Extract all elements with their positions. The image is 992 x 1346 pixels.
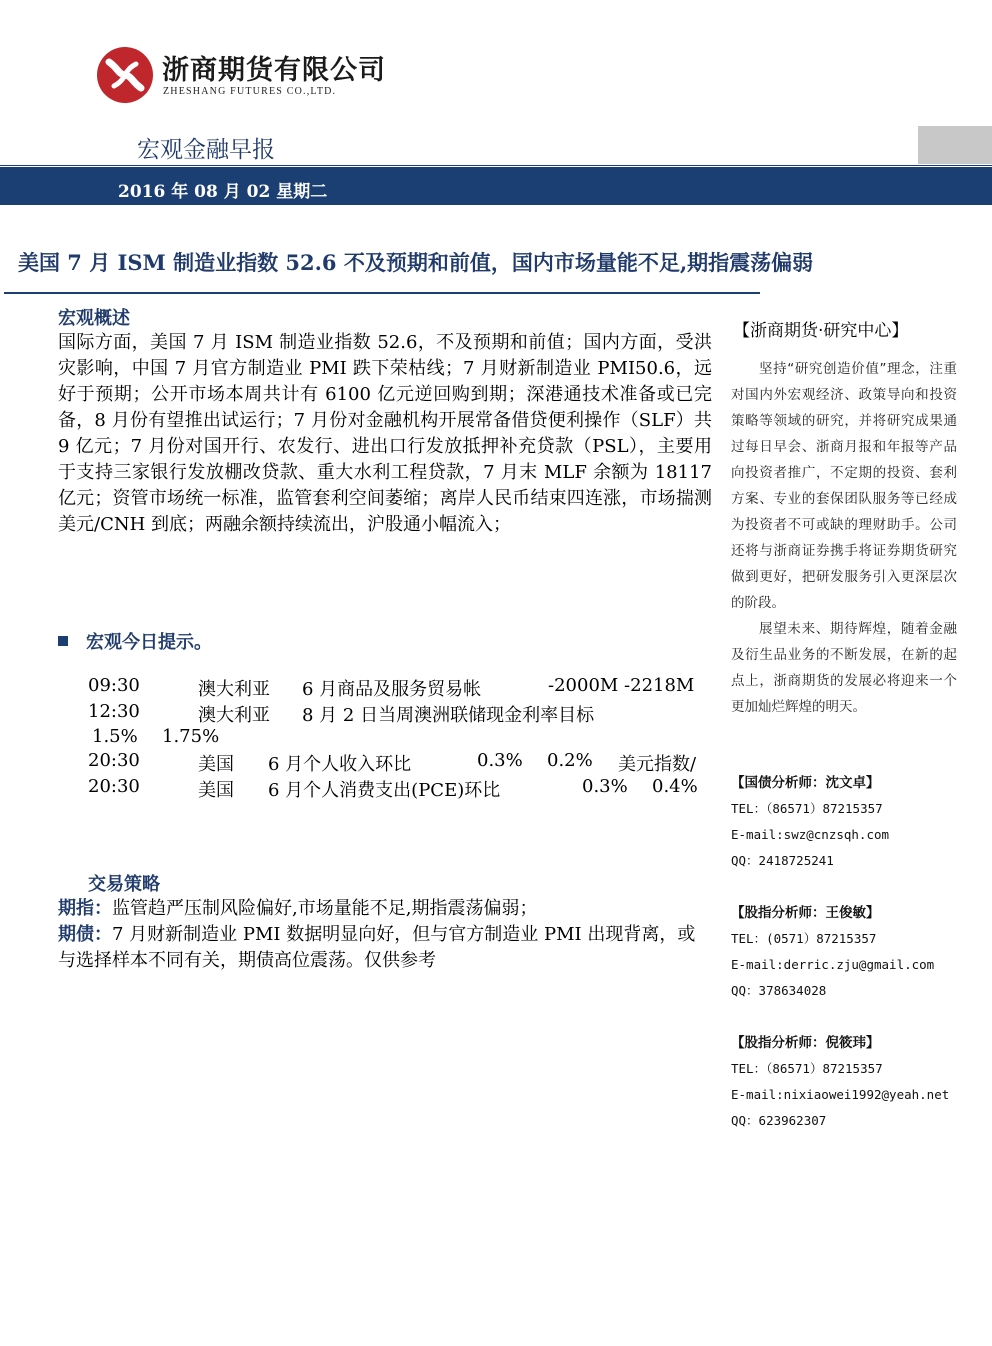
bond-text: 7 月财新制造业 PMI 数据明显向好，但与官方制造业 PMI 出现背离，或与选择样本不同有关，期债高位震荡。仅供参考: [58, 924, 696, 971]
company-name-cn: 浙商期货有限公司: [162, 55, 386, 86]
research-paragraph: 展望未来、期待辉煌，随着金融及衍生品业务的不断发展，在新的起点上，浙商期货的发展必将迎来一个更加灿烂辉煌的明天。: [731, 621, 957, 715]
calendar-time: 09:30: [88, 675, 140, 696]
futures-label: 期指：: [58, 898, 112, 919]
analyst-tel: TEL：（86571）87215357: [731, 1061, 883, 1076]
analyst-qq: QQ：623962307: [731, 1113, 827, 1128]
macro-overview-body: 国际方面，美国 7 月 ISM 制造业指数 52.6，不及预期和前值；国内方面，受洪灾影响，中国 7 月官方制造业 PMI 跌下荣枯线；7 月财新制造业 PMI50.6，远好于预期；公开市场本周共计有 6100 亿元逆回购到期；深港通技术准备或已完备，8 月份有望推出试运行；7 月份对金融机构开展常备借贷便利操作（SLF）共 9 亿元；7 月份对国开行、农发行、进出口行发放抵押补充贷款（PSL），主要用于支持三家银行发放棚改贷款、重大水利工程贷款，7 月末 MLF 余额为 18117 亿元；资管市场统一标准，监管套利空间萎缩；离岸人民币结束四连涨，市场揣测美元/CNH 到底；两融余额持续流出，沪股通小幅流入；: [58, 332, 712, 535]
headline: 美国 7 月 ISM 制造业指数 52.6 不及预期和前值，国内市场量能不足,期指震荡偏弱: [18, 250, 814, 275]
headline-divider: [4, 292, 760, 294]
analyst-email[interactable]: E-mail:nixiaowei1992@yeah.net: [731, 1087, 950, 1102]
analyst-card: [731, 770, 971, 874]
strategy-futures: [58, 896, 712, 922]
research-paragraph: 坚持“研究创造价值”理念，注重对国内外宏观经济、政策导向和投资策略等领域的研究，并将研究成果通过每日早会、浙商月报和年报等产品向投资者推广，不定期的投资、套利方案、专业的套保团队服务等已经成为投资者不可或缺的理财助手。公司还将与浙商证券携手将证券期货研究做到更好，把研发服务引入更深层次的阶段。: [731, 361, 957, 611]
header-divider: [0, 165, 992, 166]
research-center-body: [731, 356, 957, 720]
strategy-body: [58, 896, 712, 974]
calendar-values: -2000M -2218M: [548, 675, 695, 696]
analyst-name: 【股指分析师：王俊敏】: [731, 905, 880, 921]
calendar-value-2: 1.75%: [162, 726, 220, 747]
calendar-country: 澳大利亚: [198, 705, 270, 726]
analyst-qq: QQ：378634028: [731, 983, 827, 998]
calendar-event: 6 月个人收入环比: [268, 754, 412, 775]
analyst-card: [731, 1030, 971, 1134]
calendar-value-1: 0.3%: [582, 776, 628, 797]
calendar-value-1: 1.5%: [92, 726, 138, 747]
analyst-card: [731, 900, 971, 1004]
report-date: 2016 年 08 月 02 星期二: [118, 182, 328, 202]
research-center-title: 【浙商期货·研究中心】: [733, 321, 909, 341]
calendar-event: 8 月 2 日当周澳洲联储现金利率目标: [302, 705, 595, 726]
calendar-value-2: 0.4%: [652, 776, 698, 797]
bullet-square-icon: [58, 636, 68, 646]
today-hints-label: 宏观今日提示。: [86, 632, 212, 653]
calendar-event: 6 月个人消费支出(PCE)环比: [268, 780, 501, 801]
calendar-time: 20:30: [88, 776, 140, 797]
report-type: 宏观金融早报: [137, 137, 275, 163]
analyst-tel: TEL：(0571）87215357: [731, 931, 877, 946]
analyst-name: 【国债分析师：沈文卓】: [731, 775, 880, 791]
analyst-email[interactable]: E-mail:swz@cnzsqh.com: [731, 827, 890, 842]
company-logo: [96, 46, 154, 104]
company-name-en: ZHESHANG FUTURES CO.,LTD.: [163, 86, 337, 97]
calendar-value-1: 0.3%: [477, 750, 523, 771]
analyst-name: 【股指分析师：倪筱玮】: [731, 1035, 880, 1051]
calendar-time: 12:30: [88, 701, 140, 722]
calendar-time: 20:30: [88, 750, 140, 771]
analyst-qq: QQ：2418725241: [731, 853, 834, 868]
macro-overview-title: 宏观概述: [58, 308, 130, 329]
bond-label: 期债：: [58, 924, 112, 945]
calendar-country: 美国: [198, 754, 234, 775]
calendar-note: 美元指数/: [618, 754, 697, 775]
strategy-title: 交易策略: [88, 874, 160, 895]
futures-text: 监管趋严压制风险偏好,市场量能不足,期指震荡偏弱；: [112, 898, 538, 919]
analyst-tel: TEL：（86571）87215357: [731, 801, 883, 816]
strategy-bond: [58, 922, 712, 974]
analyst-email[interactable]: E-mail:derric.zju@gmail.com: [731, 957, 935, 972]
today-hints-title: [58, 628, 212, 654]
calendar-country: 澳大利亚: [198, 679, 270, 700]
header-decor-block: [918, 126, 992, 164]
calendar-event: 6 月商品及服务贸易帐: [302, 679, 482, 700]
calendar-value-2: 0.2%: [547, 750, 593, 771]
calendar-country: 美国: [198, 780, 234, 801]
